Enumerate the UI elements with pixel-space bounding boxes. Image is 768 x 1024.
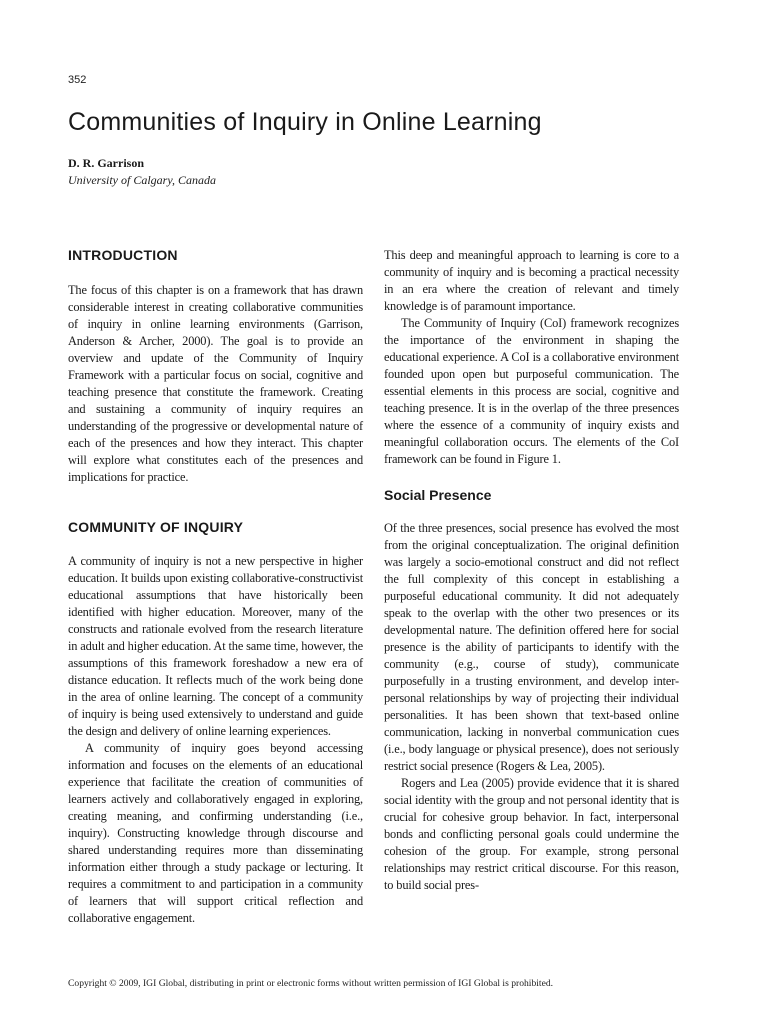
copyright-notice: Copyright © 2009, IGI Global, distributing in print or electronic forms without written permission of IGI Global is prohibited. (68, 978, 554, 989)
coi-paragraph-2: A community of inquiry goes beyond accessing information and focuses on the elements of an educational experience that facilitate the creation of communities of learners actively and collaboratively engaged in exploring, creating meaning, and confirming understanding (i.e., inquiry). Constructing knowledge through discourse and shared understanding requires more than disseminating information either through a study package or lecturing. It requires a commitment to and participation in a community of learners that will support critical reflection and collaborative engagement. (68, 741, 363, 925)
right-column (384, 247, 679, 894)
social-presence-paragraph-2: Rogers and Lea (2005) provide evidence that it is shared social identity with the group and not personal identity that is crucial for cohesive group behavior. In fact, interpersonal bonds and conflicting personal goals could undermine the cohesion of the group. For example, strong personal relationships may restrict critical discourse. For this reason, to build social pres- (384, 776, 679, 892)
right-paragraph-2: The Community of Inquiry (CoI) framework recognizes the importance of the environment in shaping the educational experience. A CoI is a collaborative environment founded upon open but purposeful communication. The essential elements in this process are social, cognitive and teaching presence. It is in the overlap of the three presences where the essence of a community of inquiry exists and meaningful collaboration occurs. The elements of the CoI framework can be found in Figure 1. (384, 316, 679, 466)
introduction-paragraph: The focus of this chapter is on a framework that has drawn considerable interest in creating collaborative communities of inquiry in online learning environments (Garrison, Anderson & Archer, 2000). The goal is to provide an overview and update of the Community of Inquiry Framework with a particular focus on social, cognitive and teaching presence that constitute the framework. Creating and sustaining a community of inquiry requires an understanding of the progressive or developmental nature of each of the presences and how they interact. This chapter will explore what constitutes each of the presences and implications for practice. (68, 283, 363, 484)
community-of-inquiry-heading: COMMUNITY OF INQUIRY (68, 519, 244, 535)
social-presence-heading: Social Presence (384, 487, 492, 503)
introduction-heading: INTRODUCTION (68, 247, 178, 263)
left-column (68, 247, 363, 927)
chapter-title: Communities of Inquiry in Online Learning (68, 108, 542, 136)
social-presence-paragraph-1: Of the three presences, social presence has evolved the most from the original conceptualization. The original definition was largely a socio-emotional construct and did not reflect the full complexity of this concept in establishing a purposeful educational community. It did not adequately speak to the overlap with the other two presences or its developmental nature. The definition offered here for social presence is the ability of participants to identify with the community (e.g., course of study), communicate purposefully in a trusting environment, and develop inter-personal relationships by way of projecting their individual personalities. It has been shown that text-based online communication, lacking in nonverbal communication cues (i.e., body language or physical presence), does not seriously restrict social presence (Rogers & Lea, 2005). (384, 521, 679, 773)
author-affiliation: University of Calgary, Canada (68, 173, 216, 187)
page-number: 352 (68, 74, 87, 86)
right-paragraph-1: This deep and meaningful approach to learning is core to a community of inquiry and is becoming a practical necessity in an era where the creation of relevant and timely knowledge is of paramount importance. (384, 248, 679, 313)
coi-paragraph-1: A community of inquiry is not a new perspective in higher education. It builds upon existing collaborative-constructivist educational assumptions that have historically been identified with higher education. Moreover, many of the constructs and rationale evolved from the research literature in adult and higher education. At the same time, however, the assumptions of this framework foreshadow a new era of distance education. It reflects much of the work being done in the area of online learning. The concept of a community of inquiry is being used extensively to understand and guide the design and delivery of online learning experiences. (68, 554, 363, 738)
author-name: D. R. Garrison (68, 156, 144, 170)
